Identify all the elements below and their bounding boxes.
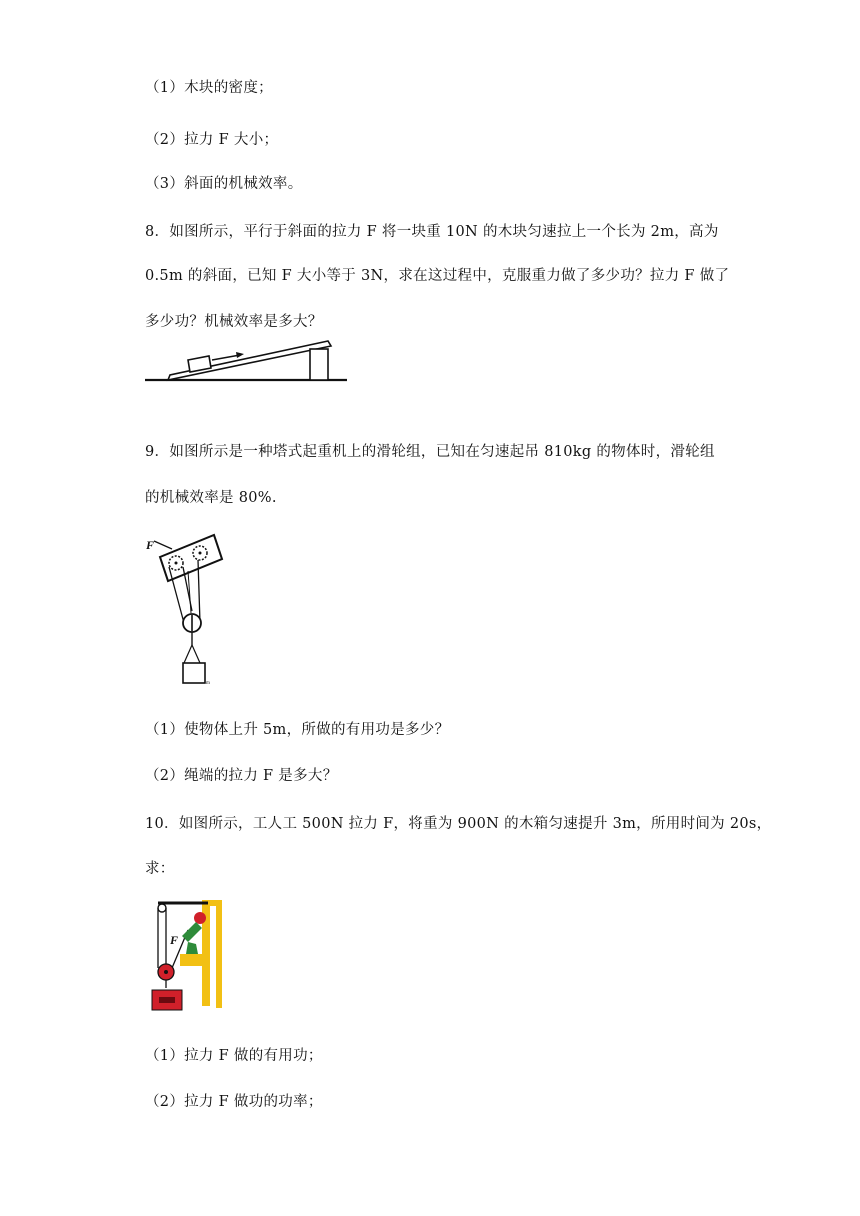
q8-line2: 0.5m 的斜面，已知 F 大小等于 3N，求在这过程中，克服重力做了多少功？拉力 F 做了 [145,268,730,284]
q10-line1: 10．如图所示，工人工 500N 拉力 F，将重为 900N 的木箱匀速提升 3m，所用时间为 20s， [145,816,772,832]
q9-figure-m-label: m [206,681,210,686]
crane-pulley-figure [142,527,232,692]
q9-line2: 的机械效率是 80%. [145,490,277,506]
q7-sub1: （1）木块的密度； [145,80,273,96]
incline-figure [140,335,355,390]
q10-figure-F-label: F [170,933,179,947]
q9-line1: 9．如图所示是一种塔式起重机上的滑轮组，已知在匀速起吊 810kg 的物体时，滑轮组 [145,444,715,460]
q8-line3: 多少功？机械效率是多大？ [145,314,323,330]
q8-line1: 8．如图所示，平行于斜面的拉力 F 将一块重 10N 的木块匀速拉上一个长为 2m，高为 [145,224,719,240]
q10-sub1: （1）拉力 F 做的有用功； [145,1048,323,1064]
q9-sub2: （2）绳端的拉力 F 是多大？ [145,768,338,784]
q10-line2: 求： [145,861,175,877]
q10-sub2: （2）拉力 F 做功的功率； [145,1094,323,1110]
q9-figure-F-label: F [146,538,155,552]
q9-sub1: （1）使物体上升 5m，所做的有用功是多少？ [145,722,450,738]
q7-sub2: （2）拉力 F 大小； [145,132,279,148]
worker-pulley-figure [148,896,228,1016]
q7-sub3: （3）斜面的机械效率。 [145,176,303,192]
